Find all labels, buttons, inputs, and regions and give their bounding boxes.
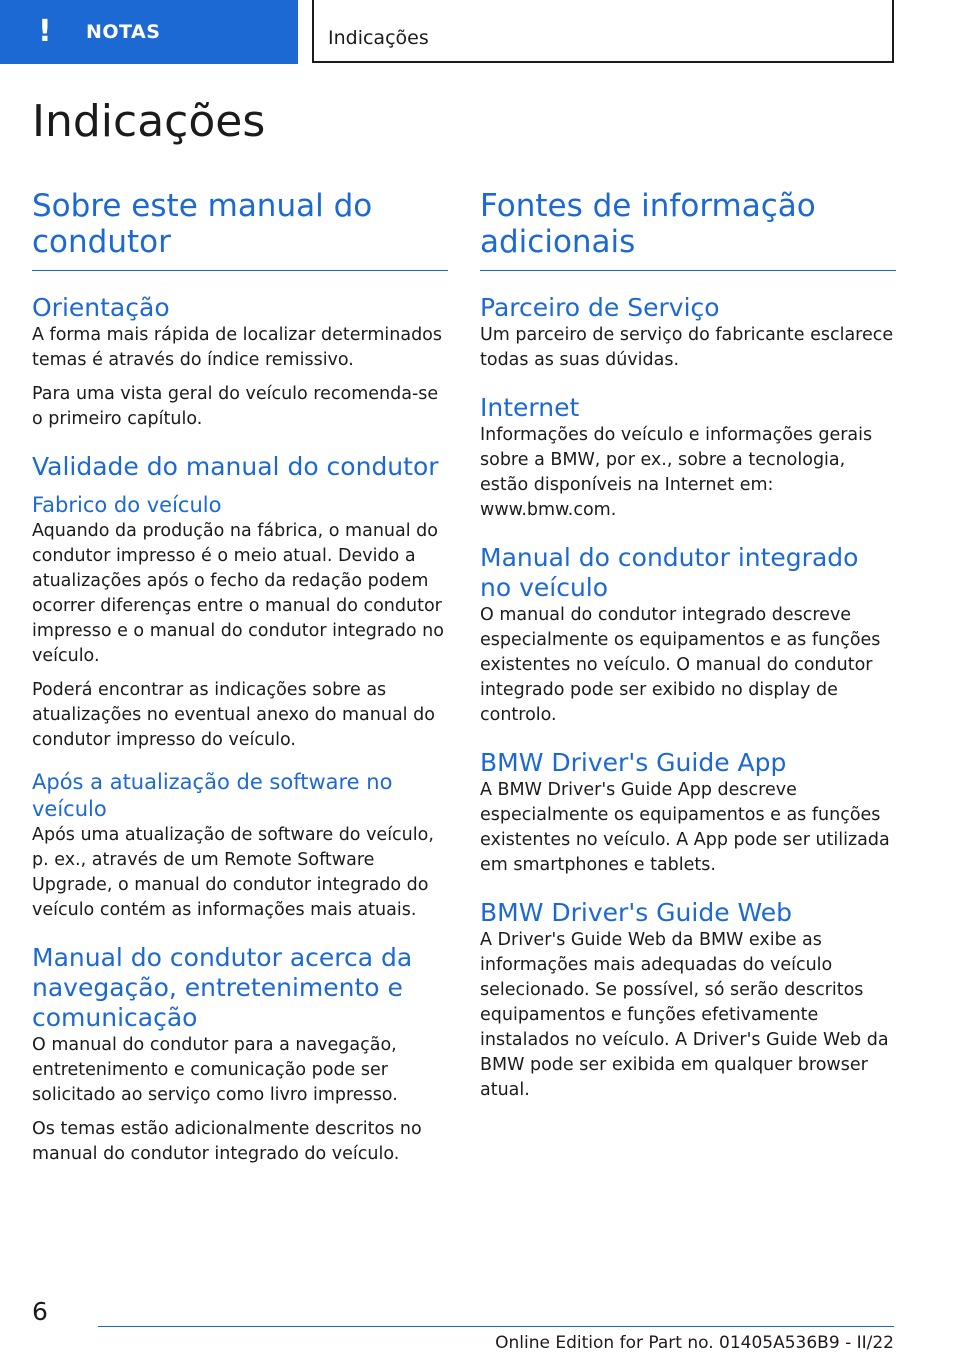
heading-parceiro: Parceiro de Serviço <box>480 293 720 322</box>
heading-navegacao: Manual do condutor acerca da navegação, entretenimento e comunicação <box>32 943 413 1032</box>
paragraph: O manual do condutor integrado descreve especialmente os equipamentos e as funções existentes no veículo. O manual do condutor integrado pode ser exibido no display de controlo. <box>480 605 881 725</box>
heading-validade: Validade do manual do condutor <box>32 452 439 481</box>
breadcrumb-label: Indicações <box>328 27 429 49</box>
section-heading-fontes: Fontes de informação adicionais <box>480 188 816 260</box>
paragraph: A BMW Driver's Guide App descreve especialmente os equipamentos e as funções existentes no veículo. A App pode ser utilizada em smartphones e tablets. <box>480 780 890 875</box>
paragraph: Após uma atualização de software do veículo, p. ex., através de um Remote Software Upgrade, o manual do condutor integrado do veículo contém as informações mais atuais. <box>32 825 434 920</box>
footer-divider <box>98 1326 894 1327</box>
heading-drivers-guide-web: BMW Driver's Guide Web <box>480 898 793 927</box>
paragraph: Para uma vista geral do veículo recomenda-se o primeiro capítulo. <box>32 384 439 429</box>
paragraph: Aquando da produção na fábrica, o manual do condutor impresso é o meio atual. Devido a atualizações após o fecho da redação podem ocorrer diferenças entre o manual do condutor impresso e o manual do condutor integrado no veículo. <box>32 521 444 666</box>
heading-internet: Internet <box>480 393 580 422</box>
paragraph: O manual do condutor para a navegação, entretenimento e comunicação pode ser solicitado ao serviço como livro impresso. <box>32 1035 398 1105</box>
section-heading-manual: Sobre este manual do condutor <box>32 188 373 260</box>
paragraph: Um parceiro de serviço do fabricante esclarece todas as suas dúvidas. <box>480 325 894 370</box>
exclamation-icon: ! <box>38 14 52 49</box>
heading-drivers-guide-app: BMW Driver's Guide App <box>480 748 787 777</box>
heading-apos-atualizacao: Após a atualização de software no veículo <box>32 770 393 821</box>
page-number: 6 <box>32 1297 48 1326</box>
paragraph: A Driver's Guide Web da BMW exibe as informações mais adequadas do veículo selecionado. Se possível, só serão descritos equipamentos e funções efetivamente instalados no veículo. A Driver's Guide Web da BMW pode ser exibida em qualquer browser atual. <box>480 930 889 1100</box>
chapter-tab-label: NOTAS <box>86 21 161 43</box>
breadcrumb <box>312 0 894 63</box>
chapter-tab[interactable] <box>0 0 298 64</box>
heading-fabrico: Fabrico do veículo <box>32 493 222 517</box>
page-title: Indicações <box>32 96 266 147</box>
heading-orientacao: Orientação <box>32 293 170 322</box>
heading-manual-integrado: Manual do condutor integrado no veículo <box>480 543 859 602</box>
right-column <box>480 188 896 1103</box>
footer-edition: Online Edition for Part no. 01405A536B9 - II/22 <box>495 1333 894 1353</box>
left-column <box>32 188 448 1167</box>
paragraph: A forma mais rápida de localizar determinados temas é através do índice remissivo. <box>32 325 443 370</box>
paragraph: Os temas estão adicionalmente descritos no manual do condutor integrado do veículo. <box>32 1119 422 1164</box>
paragraph: Poderá encontrar as indicações sobre as atualizações no eventual anexo do manual do condutor impresso do veículo. <box>32 680 435 750</box>
paragraph: Informações do veículo e informações gerais sobre a BMW, por ex., sobre a tecnologia, estão disponíveis na Internet em: www.bmw.com. <box>480 425 873 520</box>
